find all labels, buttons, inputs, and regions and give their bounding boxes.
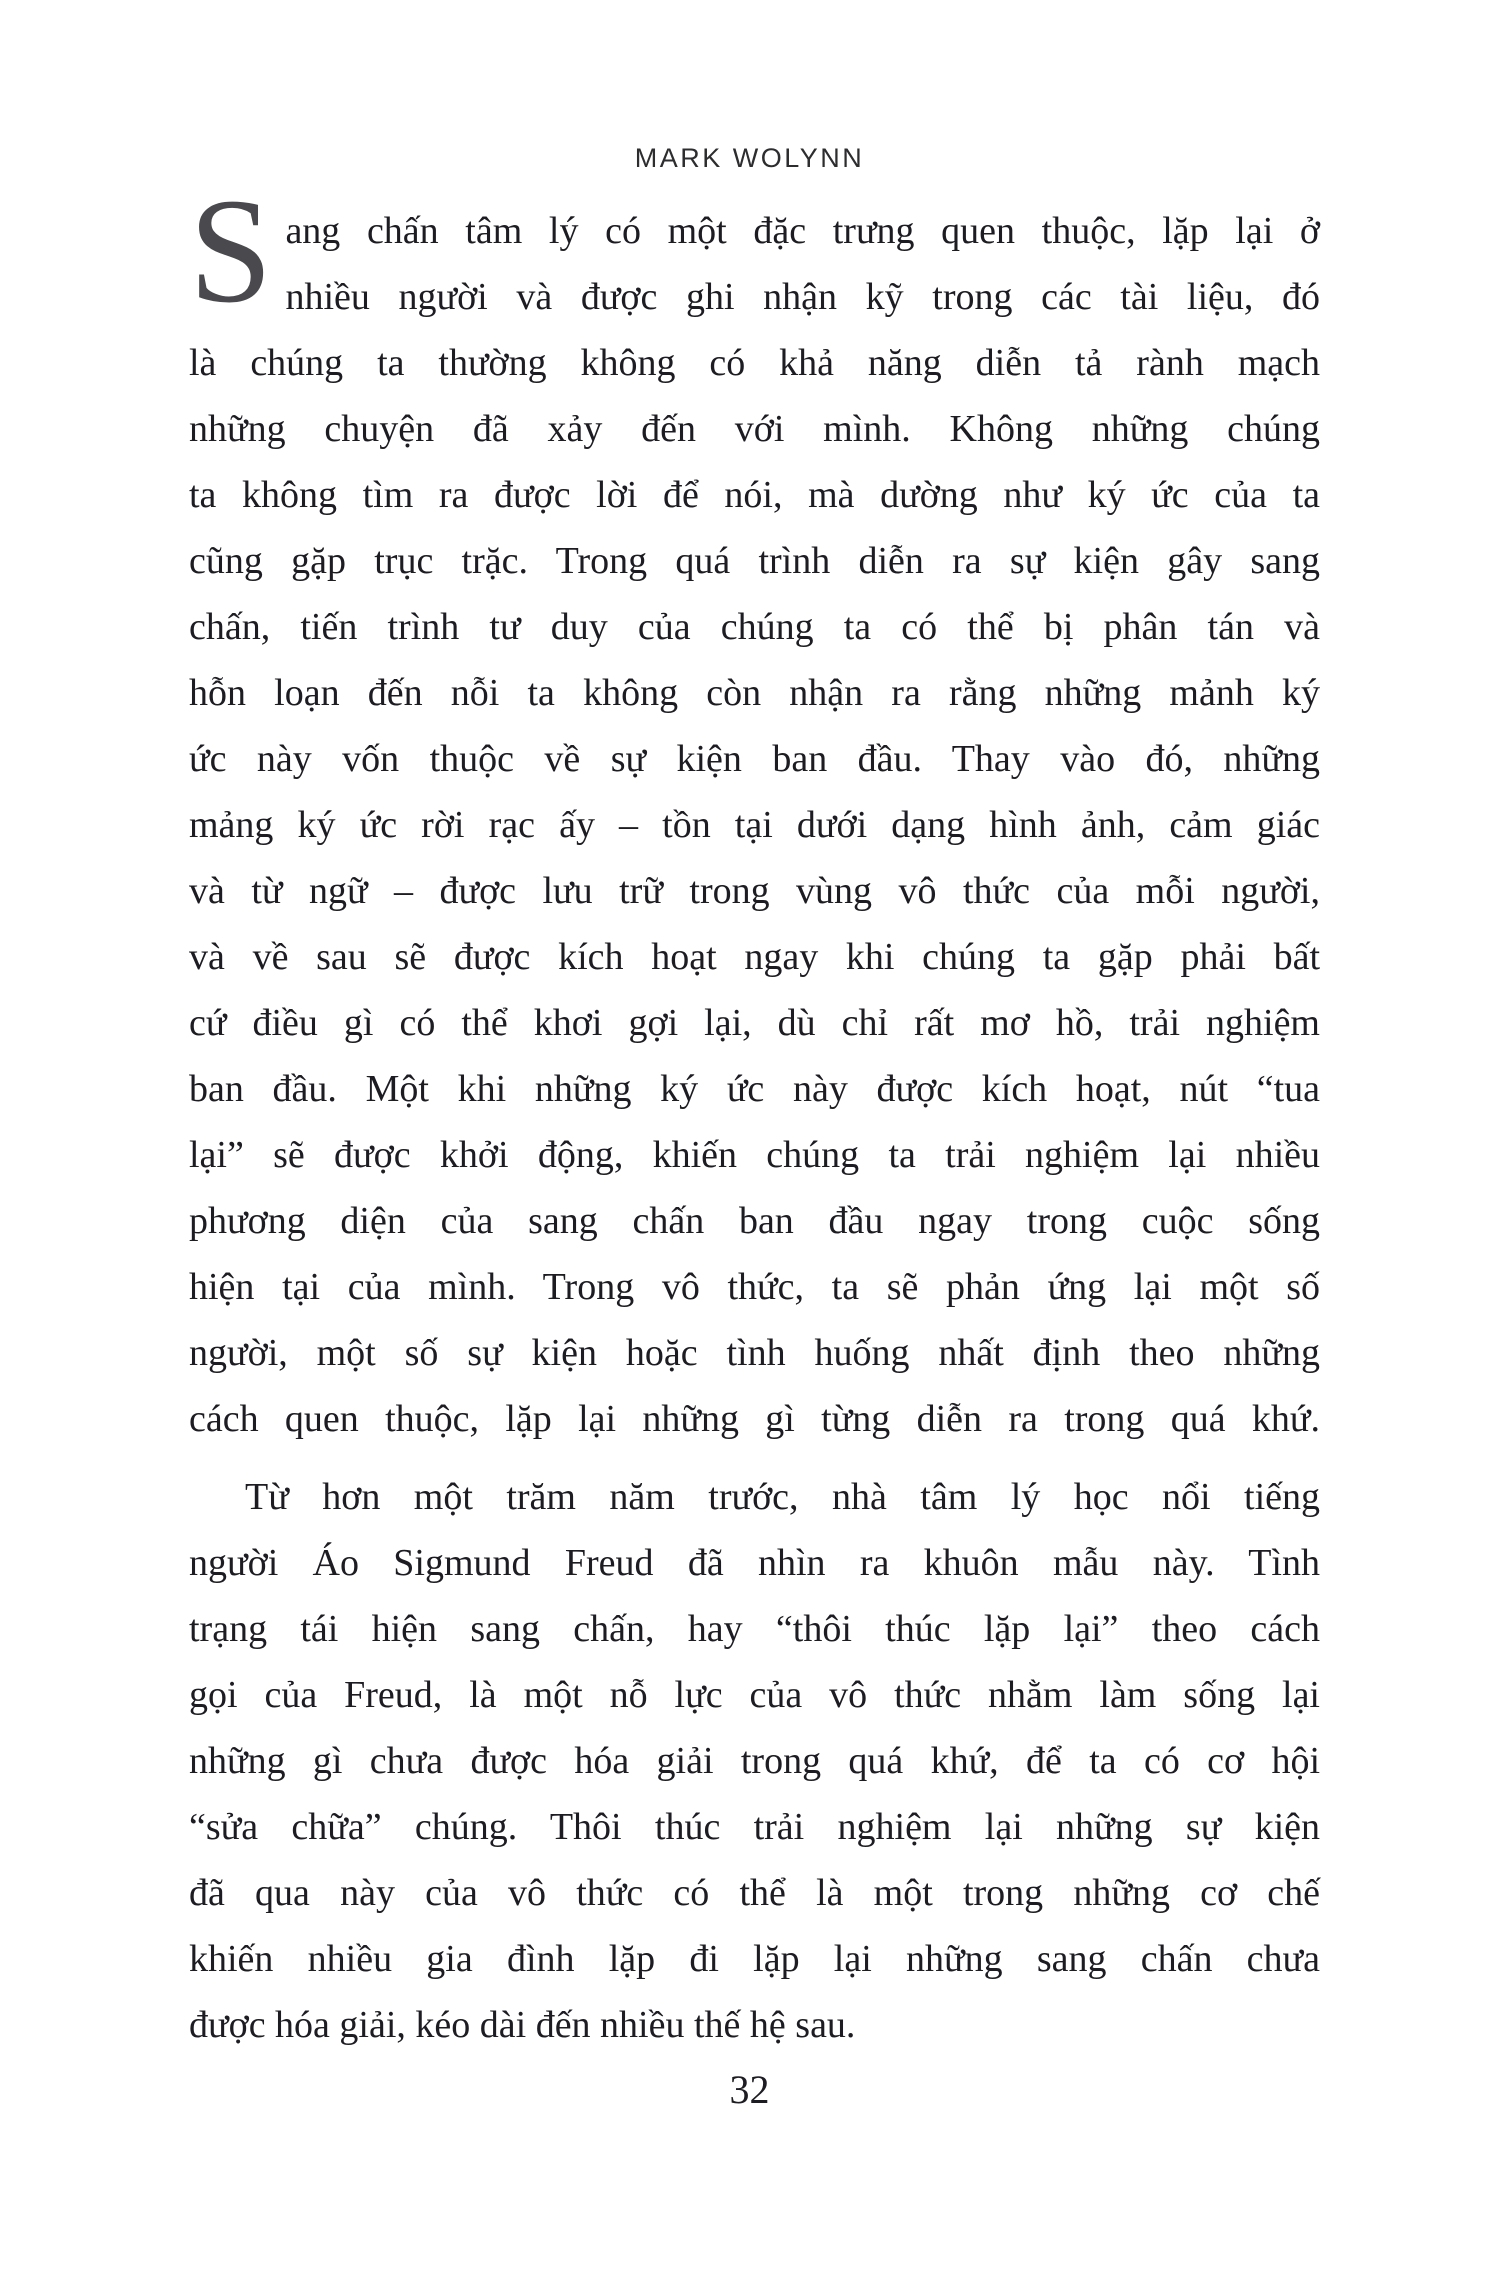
body-line: được hóa giải, kéo dài đến nhiều thế hệ sau. xyxy=(189,2004,856,2046)
body-line: nhiều người và được ghi nhận kỹ trong các tài liệu, đó xyxy=(285,276,1320,318)
body-line: những chuyện đã xảy đến với mình. Không những chúng xyxy=(189,408,1320,450)
page-number: 32 xyxy=(729,2067,770,2112)
body-line: người, một số sự kiện hoặc tình huống nhất định theo những xyxy=(189,1332,1320,1374)
body-line: phương diện của sang chấn ban đầu ngay trong cuộc sống xyxy=(189,1200,1320,1242)
body-line: ban đầu. Một khi những ký ức này được kích hoạt, nút “tua xyxy=(189,1068,1320,1110)
body-line: cũng gặp trục trặc. Trong quá trình diễn ra sự kiện gây sang xyxy=(189,540,1320,582)
body-line: đã qua này của vô thức có thể là một trong những cơ chế xyxy=(189,1872,1320,1914)
body-line: cứ điều gì có thể khơi gợi lại, dù chỉ rất mơ hồ, trải nghiệm xyxy=(189,1002,1320,1044)
body-line: và về sau sẽ được kích hoạt ngay khi chúng ta gặp phải bất xyxy=(189,936,1320,978)
body-line: những gì chưa được hóa giải trong quá khứ, để ta có cơ hội xyxy=(189,1740,1320,1782)
body-line: là chúng ta thường không có khả năng diễn tả rành mạch xyxy=(189,342,1320,384)
body-line: Từ hơn một trăm năm trước, nhà tâm lý học nổi tiếng xyxy=(245,1476,1320,1518)
drop-cap: S xyxy=(189,168,273,334)
body-line: ang chấn tâm lý có một đặc trưng quen thuộc, lặp lại ở xyxy=(285,210,1320,252)
paragraph-1 xyxy=(189,168,1320,1452)
body-line: hỗn loạn đến nỗi ta không còn nhận ra rằng những mảnh ký xyxy=(189,672,1320,714)
body-line: khiến nhiều gia đình lặp đi lặp lại những sang chấn chưa xyxy=(189,1938,1320,1980)
paragraph-2 xyxy=(189,1464,1320,2058)
body-line: chấn, tiến trình tư duy của chúng ta có thể bị phân tán và xyxy=(189,606,1320,648)
body-line: gọi của Freud, là một nỗ lực của vô thức nhằm làm sống lại xyxy=(189,1674,1320,1716)
body-line: ta không tìm ra được lời để nói, mà dường như ký ức của ta xyxy=(189,474,1320,516)
body-line: lại” sẽ được khởi động, khiến chúng ta trải nghiệm lại nhiều xyxy=(189,1134,1320,1176)
body-line: ức này vốn thuộc về sự kiện ban đầu. Thay vào đó, những xyxy=(189,738,1320,780)
body-line: hiện tại của mình. Trong vô thức, ta sẽ phản ứng lại một số xyxy=(189,1266,1320,1308)
body-line: người Áo Sigmund Freud đã nhìn ra khuôn mẫu này. Tình xyxy=(189,1542,1320,1584)
body-line: mảng ký ức rời rạc ấy – tồn tại dưới dạng hình ảnh, cảm giác xyxy=(189,804,1320,846)
body-line: “sửa chữa” chúng. Thôi thúc trải nghiệm lại những sự kiện xyxy=(189,1806,1320,1848)
body-text xyxy=(189,168,1320,2058)
body-line: trạng tái hiện sang chấn, hay “thôi thúc lặp lại” theo cách xyxy=(189,1608,1320,1650)
running-header-author: MARK WOLYNN xyxy=(634,143,865,173)
body-line: cách quen thuộc, lặp lại những gì từng diễn ra trong quá khứ. xyxy=(189,1398,1320,1440)
body-line: và từ ngữ – được lưu trữ trong vùng vô thức của mỗi người, xyxy=(189,870,1320,912)
